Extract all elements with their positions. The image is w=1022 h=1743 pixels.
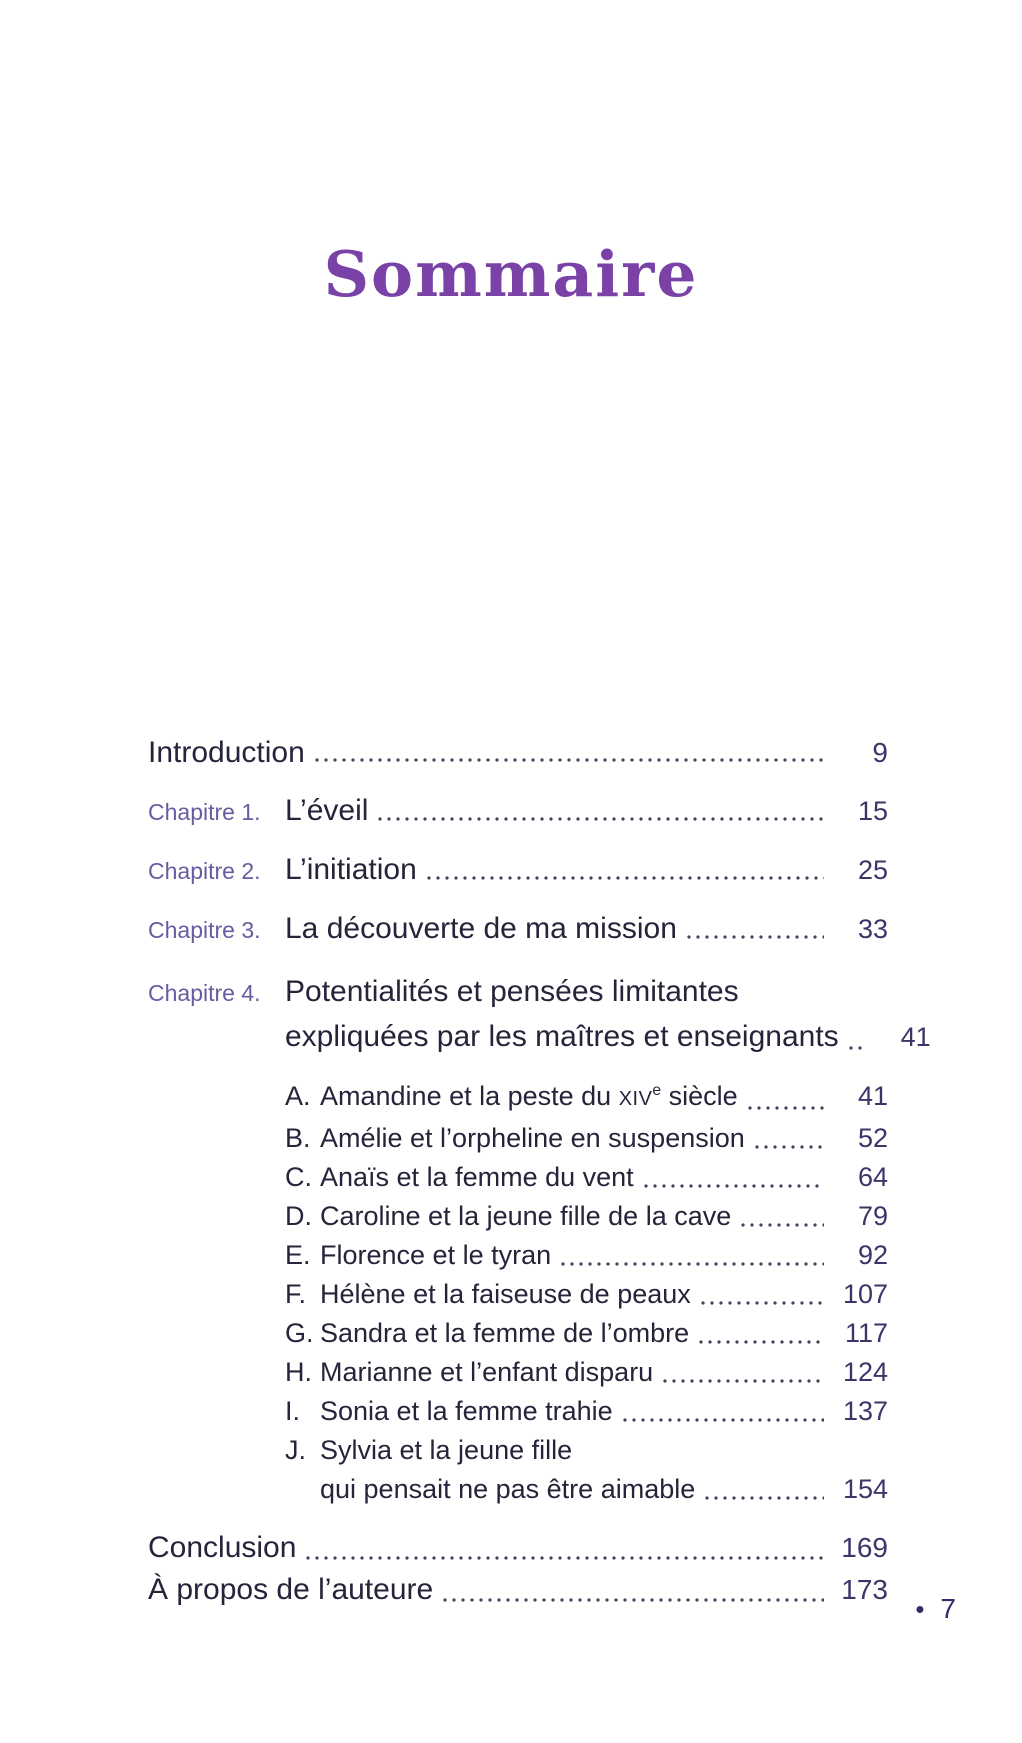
current-page-number: 7 <box>940 1593 956 1624</box>
toc-entry-chapter-2 <box>148 852 888 889</box>
bullet-icon: • <box>915 1594 925 1624</box>
toc-entry-section-e <box>148 1236 888 1275</box>
page-number: 9 <box>872 737 888 768</box>
page-number: 25 <box>857 855 888 885</box>
leader-dots <box>701 1301 824 1305</box>
entry-title: À propos de l’auteure <box>148 1573 434 1606</box>
chapter-label: Chapitre 1. <box>148 799 261 825</box>
entry-title-part: Amandine et la peste du <box>320 1081 619 1111</box>
page-number: 154 <box>842 1474 888 1504</box>
entry-title: L’éveil <box>285 794 369 827</box>
chapter-label: Chapitre 4. <box>148 980 261 1006</box>
section-letter: B. <box>285 1123 311 1153</box>
page-number: 52 <box>857 1123 888 1153</box>
toc-entry-chapter-4-line1 <box>148 970 888 1015</box>
toc-entry-section-h <box>148 1353 888 1392</box>
toc-entry-section-a <box>148 1071 888 1119</box>
toc-entry-chapter-3 <box>148 911 888 948</box>
toc-entry-section-f <box>148 1275 888 1314</box>
page-number: 15 <box>857 796 888 826</box>
leader-dots <box>687 935 824 939</box>
entry-title: Sandra et la femme de l’ombre <box>320 1318 690 1348</box>
leader-dots <box>741 1223 824 1227</box>
leader-dots <box>705 1496 824 1500</box>
entry-title: Potentialités et pensées limitantes <box>285 975 739 1008</box>
entry-title: Amélie et l’orpheline en suspension <box>320 1123 745 1153</box>
page-number: 41 <box>857 1081 888 1111</box>
footer-page-number <box>915 1593 956 1625</box>
page-number: 79 <box>857 1201 888 1231</box>
leader-dots <box>378 817 824 821</box>
leader-dots <box>315 758 824 762</box>
toc-entry-chapter-1 <box>148 793 888 830</box>
toc-entry-about-author <box>148 1569 888 1611</box>
entry-title <box>320 1071 738 1119</box>
page-title: Sommaire <box>323 237 699 311</box>
chapter-label: Chapitre 2. <box>148 858 261 884</box>
table-of-contents <box>148 735 931 1611</box>
section-letter: J. <box>285 1435 307 1465</box>
toc-entry-section-c <box>148 1158 888 1197</box>
chapter-label: Chapitre 3. <box>148 917 261 943</box>
entry-title: Hélène et la faiseuse de peaux <box>320 1279 691 1309</box>
toc-entry-section-j-line1 <box>148 1431 888 1470</box>
page-number: 41 <box>900 1022 931 1052</box>
page-number: 117 <box>844 1318 888 1348</box>
toc-entry-section-g <box>148 1314 888 1353</box>
entry-title: L’initiation <box>285 853 417 886</box>
section-letter: D. <box>285 1201 312 1231</box>
page-number: 33 <box>857 914 888 944</box>
section-letter: I. <box>285 1396 301 1426</box>
leader-dots <box>849 1046 867 1050</box>
leader-dots <box>748 1106 824 1110</box>
leader-dots <box>755 1145 824 1149</box>
leader-dots <box>561 1262 824 1266</box>
entry-title: Marianne et l’enfant disparu <box>320 1357 654 1387</box>
entry-title: Conclusion <box>148 1531 297 1564</box>
section-letter: C. <box>285 1162 312 1192</box>
page-number: 64 <box>857 1162 888 1192</box>
page-number: 107 <box>842 1279 888 1309</box>
roman-numeral: XIV <box>618 1088 653 1110</box>
toc-entry-section-d <box>148 1197 888 1236</box>
toc-entry-introduction <box>148 735 888 771</box>
spacer <box>148 1509 888 1527</box>
section-letter: F. <box>285 1279 307 1309</box>
entry-title: Sonia et la femme trahie <box>320 1396 613 1426</box>
superscript-e: e <box>652 1082 662 1099</box>
leader-dots <box>443 1598 824 1602</box>
leader-dots <box>644 1184 824 1188</box>
entry-title: Florence et le tyran <box>320 1240 552 1270</box>
entry-title: qui pensait ne pas être aimable <box>320 1474 696 1504</box>
entry-title: Sylvia et la jeune fille <box>320 1435 573 1465</box>
page-number: 92 <box>857 1240 888 1270</box>
leader-dots <box>306 1556 824 1560</box>
toc-entry-section-b <box>148 1119 888 1158</box>
leader-dots <box>663 1379 824 1383</box>
section-letter: H. <box>285 1357 312 1387</box>
toc-entry-conclusion <box>148 1527 888 1569</box>
entry-title: Anaïs et la femme du vent <box>320 1162 634 1192</box>
toc-entry-chapter-4-line2 <box>148 1015 931 1059</box>
entry-title-part: siècle <box>661 1081 738 1111</box>
section-letter: A. <box>285 1081 311 1111</box>
page-number: 137 <box>842 1396 888 1426</box>
leader-dots <box>427 876 824 880</box>
section-letter: E. <box>285 1240 311 1270</box>
entry-title: Caroline et la jeune fille de la cave <box>320 1201 732 1231</box>
section-letter: G. <box>285 1318 314 1348</box>
toc-entry-section-i <box>148 1392 888 1431</box>
page-number: 169 <box>841 1532 888 1563</box>
entry-title: Introduction <box>148 736 305 769</box>
toc-entry-section-j-line2 <box>148 1470 888 1509</box>
page-number: 173 <box>841 1574 888 1605</box>
spacer <box>148 1059 888 1071</box>
leader-dots <box>699 1340 824 1344</box>
entry-title: expliquées par les maîtres et enseignants <box>285 1020 839 1053</box>
leader-dots <box>623 1418 824 1422</box>
page-number: 124 <box>842 1357 888 1387</box>
entry-title: La découverte de ma mission <box>285 912 677 945</box>
